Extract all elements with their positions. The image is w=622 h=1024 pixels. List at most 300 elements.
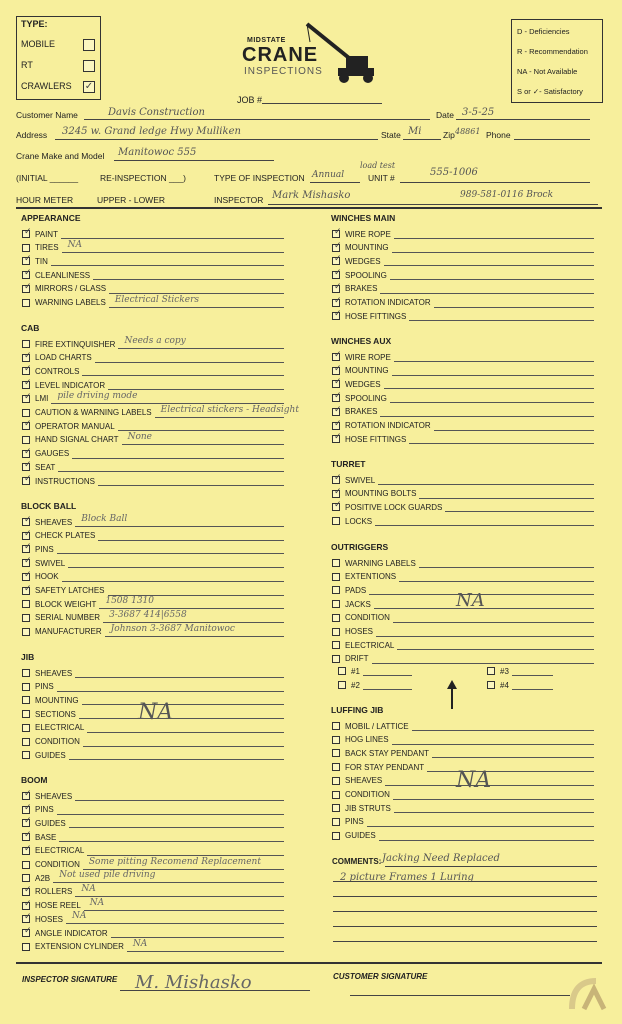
item-note: Johnson 3-3687 Manitowoc [110,623,235,634]
section-title: JIB [21,652,35,662]
checklist-item[interactable] [22,585,284,597]
checklist-item[interactable] [332,501,594,513]
checklist-item[interactable] [22,461,284,473]
customer-label: Customer Name [16,110,78,120]
checkbox[interactable] [22,285,30,293]
checkbox[interactable] [22,244,30,252]
checklist-item[interactable] [22,543,284,555]
item-label: GUIDES [35,818,66,828]
checkbox[interactable] [332,763,340,771]
zip-value[interactable]: 48861 [455,127,481,136]
item-note: NA [89,897,105,908]
item-label: ROTATION INDICATOR [345,421,431,430]
item-label: HOG LINES [345,735,389,745]
checklist-item[interactable] [332,392,594,404]
checklist-item[interactable] [22,228,284,240]
comment-line [333,881,597,882]
checklist-item[interactable] [332,420,594,432]
item-label: A2B [35,873,51,883]
checklist-item[interactable] [22,365,284,377]
legend-item: NA - Not Available [517,67,578,76]
checklist-item[interactable] [22,883,284,898]
checkbox[interactable] [22,436,30,444]
checkbox[interactable] [332,641,340,649]
checkbox[interactable] [22,340,30,348]
checkbox[interactable] [22,614,30,622]
item-label: HOOK [35,572,59,582]
checklist-item[interactable] [22,530,284,542]
item-label: CONDITION [35,860,80,869]
comment-line [385,866,597,867]
item-label: JACKS [345,599,371,609]
item-label: POSITIVE LOCK GUARDS [345,502,443,512]
checkbox[interactable] [332,285,340,293]
item-label: MIRRORS / GLASS [35,284,107,294]
checklist-item[interactable] [22,239,284,254]
checklist-item[interactable] [22,475,284,487]
item-note: Electrical Stickers [114,294,200,305]
checkbox[interactable] [332,600,340,608]
checklist-item[interactable] [22,831,284,843]
checklist-item[interactable] [332,242,594,254]
item-label: BRAKES [345,284,378,294]
item-label: WARNING LABELS [345,558,416,568]
checklist-item[interactable] [22,379,284,391]
checklist-item[interactable] [22,269,284,281]
checkbox[interactable] [22,463,30,471]
checkbox[interactable] [332,422,340,430]
checklist-item[interactable] [332,474,594,486]
checkbox[interactable] [22,271,30,279]
checklist-item[interactable] [332,269,594,281]
checklist-item[interactable] [22,790,284,802]
checklist-item[interactable] [22,283,284,295]
checklist-item[interactable] [332,720,594,732]
watermark-logo-icon [566,975,608,1015]
item-label: SWIVEL [345,475,376,485]
item-label: TIRES [35,243,59,253]
item-label: WIRE ROPE [345,352,391,362]
item-label: MOBIL / LATTICE [345,721,409,731]
legend-item: S or ✓- Satisfactory [517,87,583,96]
item-label: OPERATOR MANUAL [35,421,115,431]
inspector-signature: M. Mishasko [135,972,252,993]
item-label: LOAD CHARTS [35,353,92,363]
checklist-item[interactable] [332,255,594,267]
item-label: PINS [35,544,54,554]
checklist-item[interactable] [22,516,284,528]
checkbox[interactable] [332,517,340,525]
checkbox[interactable] [332,408,340,416]
item-label: PINS [345,817,364,827]
checklist-item[interactable] [22,420,284,432]
inspection-type-label: TYPE OF INSPECTION [214,173,305,183]
checklist-item[interactable] [22,598,284,610]
checklist-item[interactable] [22,913,284,925]
checkbox[interactable] [22,929,30,937]
section-title: BLOCK BALL [21,501,77,511]
checkbox[interactable] [332,257,340,265]
checkbox[interactable] [332,777,340,785]
item-label: MOUNTING [345,243,389,253]
checkbox[interactable] [332,628,340,636]
checklist-item[interactable] [22,927,284,939]
item-label: SEAT [35,462,56,472]
checkbox[interactable] [22,628,30,636]
checkbox[interactable] [332,230,340,238]
item-note: Needs a copy [124,336,186,346]
checklist-item[interactable] [22,872,284,884]
item-label: ELECTRICAL [35,846,85,856]
comment-line [333,896,597,897]
drift-3[interactable]: #3 [487,665,553,677]
checklist-item[interactable] [332,488,594,500]
checklist-item[interactable] [332,612,594,624]
checkbox[interactable] [22,600,30,608]
drift-4[interactable]: #4 [487,679,553,691]
item-note: Some pitting Recomend Replacement [88,856,261,867]
checkbox[interactable] [22,450,30,458]
checkbox[interactable] [22,587,30,595]
checkbox[interactable] [332,804,340,812]
crane-value[interactable]: Manitowoc 555 [118,147,197,158]
item-note: NA [81,883,96,894]
checklist-item[interactable] [22,404,299,419]
header-divider [16,207,602,209]
checklist-item[interactable] [332,639,594,651]
checkbox[interactable] [22,683,30,691]
unit-value[interactable]: 555-1006 [430,167,478,178]
checklist-item[interactable] [332,351,594,363]
item-label: HOSES [35,914,64,924]
unit-label: UNIT # [368,173,395,183]
item-label: CAUTION & WARNING LABELS [35,408,152,417]
item-note: NA [132,938,148,949]
checkbox[interactable] [22,545,30,553]
inspector-value[interactable]: Mark Mishasko [272,190,351,201]
checkbox[interactable] [22,833,30,841]
checkbox[interactable] [22,696,30,704]
state-label: State [381,130,401,140]
checkbox[interactable] [22,724,30,732]
checkbox[interactable] [332,271,340,279]
item-label: CONTROLS [35,366,80,376]
legend-item: D - Deficiencies [517,27,570,36]
item-label: FIRE EXTINQUISHER [35,339,116,349]
item-label: BACK STAY PENDANT [345,748,430,758]
checkbox[interactable] [332,722,340,730]
checkbox[interactable] [332,435,340,443]
item-note: Block Ball [81,514,128,524]
logo-line3: INSPECTIONS [244,66,323,77]
section-title: CAB [21,323,40,333]
initial-label: (INITIAL ______ [16,173,79,183]
comments-label: COMMENTS: [332,857,382,866]
item-label: MOUNTING [345,366,389,376]
item-label: BRAKES [345,407,378,417]
item-label: EXTENTIONS [345,572,397,582]
reinspection-label: RE-INSPECTION ___) [100,173,186,183]
checklist-item[interactable] [332,816,594,828]
hour-meter-label: HOUR METER [16,195,74,205]
checkbox[interactable] [22,367,30,375]
drift-1[interactable]: #1 [338,665,412,677]
checkbox[interactable] [332,353,340,361]
checkbox[interactable] [22,477,30,485]
checklist-item[interactable] [22,571,284,583]
item-note: 1508 1310 [105,596,155,607]
type-checkbox[interactable] [83,39,95,51]
comment-line [333,926,597,927]
jib-na: NA [138,700,174,725]
item-label: ANGLE INDICATOR [35,928,108,938]
type-option-2[interactable]: CRAWLERS ✓ [21,81,94,92]
checkbox[interactable] [332,614,340,622]
item-label: PINS [35,682,54,692]
item-label: ELECTRICAL [35,723,85,733]
checkbox[interactable] [332,818,340,826]
checkbox[interactable] [22,792,30,800]
checkbox[interactable] [332,367,340,375]
checklist-item[interactable] [22,749,284,761]
checklist-item[interactable] [332,297,594,309]
checklist-item[interactable] [22,856,284,871]
item-label: HAND SIGNAL CHART [35,435,119,445]
outriggers-na: NA [456,590,485,611]
crane-icon [302,22,382,84]
checkbox[interactable] [332,832,340,840]
checklist-item[interactable] [22,390,284,405]
checkbox[interactable] [22,861,30,869]
item-label: PINS [35,805,54,815]
state-value[interactable]: Mi [408,126,422,137]
section-title: OUTRIGGERS [331,542,389,552]
checklist-item[interactable] [22,557,284,569]
checklist-item[interactable] [332,802,594,814]
checklist-item[interactable] [22,736,284,748]
item-label: BASE [35,832,57,842]
item-label: BLOCK WEIGHT [35,599,97,609]
item-label: WEDGES [345,379,381,389]
checkbox[interactable] [22,751,30,759]
item-label: HOSE FITTINGS [345,311,407,321]
checkbox[interactable] [22,381,30,389]
checklist-item[interactable] [332,557,594,569]
item-note: 3-3687 414|6558 [109,609,187,620]
item-label: CONDITION [345,790,390,799]
checklist-item[interactable] [332,747,594,759]
item-label: PADS [345,585,367,595]
checkbox[interactable] [332,312,340,320]
customer-value[interactable]: Davis Construction [108,107,205,118]
item-note: NA [72,911,87,922]
checkbox[interactable] [332,244,340,252]
checklist-item[interactable] [22,938,284,953]
checklist-item[interactable] [22,255,284,267]
checkbox[interactable] [22,409,30,417]
inspector-label: INSPECTOR [214,195,264,205]
section-title: WINCHES MAIN [331,213,396,223]
item-label: INSTRUCTIONS [35,476,95,486]
item-label: SHEAVES [35,791,73,801]
checkbox[interactable] [22,710,30,718]
checklist-item[interactable] [332,830,594,842]
checkbox[interactable] [22,819,30,827]
checklist-item[interactable] [22,681,284,693]
checkbox[interactable] [332,394,340,402]
checkbox[interactable] [22,518,30,526]
checklist-item[interactable] [22,817,284,829]
checkbox[interactable] [22,230,30,238]
address-value[interactable]: 3245 w. Grand ledge Hwy Mulliken [62,126,241,137]
item-label: CLEANLINESS [35,270,91,280]
item-label: SERIAL NUMBER [35,613,101,623]
inspection-type-value[interactable]: Annual [312,170,345,180]
checklist-item[interactable] [332,283,594,295]
item-note: pile driving mode [57,390,138,401]
item-label: CONDITION [35,737,80,746]
section-title: LUFFING JIB [331,705,384,715]
checkbox[interactable] [22,943,30,951]
item-label: MOUNTING [35,695,79,705]
item-label: WIRE ROPE [345,229,391,239]
item-label: SHEAVES [35,517,73,527]
checklist-item[interactable] [22,431,284,446]
checkbox[interactable] [22,354,30,362]
item-label: LEVEL INDICATOR [35,380,106,390]
checklist-item[interactable] [22,845,284,857]
checklist-item[interactable] [22,623,284,638]
item-label: TIN [35,256,48,266]
type-checkbox[interactable] [83,60,95,72]
type-option-0[interactable]: MOBILE [21,39,55,49]
checkbox[interactable] [332,749,340,757]
arrow-up-icon [446,680,458,710]
checklist-item[interactable] [332,433,594,445]
checklist-item[interactable] [22,609,284,624]
checklist-item[interactable] [332,365,594,377]
checkbox[interactable] [22,874,30,882]
item-label: EXTENSION CYLINDER [35,942,124,952]
checkbox[interactable] [22,669,30,677]
checklist-item[interactable] [332,228,594,240]
item-label: ELECTRICAL [345,640,395,650]
item-label: WEDGES [345,256,381,266]
checklist-item[interactable] [22,352,284,364]
legend-item: R - Recommendation [517,47,588,56]
checklist-item[interactable] [22,338,284,350]
comments-value-2[interactable]: 2 picture Frames 1 Luring [340,872,474,883]
checkbox[interactable] [332,503,340,511]
checkbox[interactable] [332,791,340,799]
date-label: Date [436,110,454,120]
checkbox[interactable] [22,902,30,910]
checkbox[interactable] [332,573,340,581]
date-value[interactable]: 3-5-25 [462,107,495,118]
checkbox[interactable] [332,476,340,484]
section-title: WINCHES AUX [331,336,392,346]
item-label: CONDITION [345,613,390,623]
address-label: Address [16,130,48,140]
checklist-item[interactable] [332,515,594,527]
customer-signature-label: CUSTOMER SIGNATURE [333,972,428,981]
checkbox[interactable] [22,806,30,814]
checkbox[interactable] [22,915,30,923]
item-label: SAFETY LATCHES [35,586,105,595]
item-label: ROTATION INDICATOR [345,298,431,307]
upper-lower-label: UPPER - LOWER [97,195,166,205]
checkbox[interactable] [332,655,340,663]
section-title: TURRET [331,459,366,469]
checkbox[interactable] [22,299,30,307]
checklist-item[interactable] [22,667,284,679]
item-note: Not used pile driving [59,870,156,881]
comment-line [333,941,597,942]
logo-line1: MIDSTATE [247,37,286,44]
checkbox[interactable] [22,257,30,265]
luffing-na: NA [456,768,492,793]
checkbox[interactable] [332,380,340,388]
item-label: SHEAVES [345,776,383,786]
checkbox[interactable] [22,395,30,403]
crane-label: Crane Make and Model [16,151,105,161]
checklist-item[interactable] [332,406,594,418]
checklist-item[interactable] [332,626,594,638]
checkbox[interactable] [332,736,340,744]
checklist-item[interactable] [332,310,594,322]
phone-label: Phone [486,130,511,140]
checklist-item[interactable] [22,448,284,460]
checklist-item[interactable] [332,653,594,665]
checklist-item[interactable] [22,294,284,309]
item-note: None [127,431,152,442]
comments-value[interactable]: Jacking Need Replaced [382,853,500,864]
type-option-1[interactable]: RT [21,60,33,70]
checkbox[interactable] [332,586,340,594]
section-title: APPEARANCE [21,213,81,223]
comment-line [333,911,597,912]
checklist-item[interactable] [332,734,594,746]
checklist-item[interactable] [332,571,594,583]
checkbox[interactable] [332,490,340,498]
company-logo [242,22,382,84]
checkbox[interactable] [22,422,30,430]
job-label: JOB # [237,95,263,105]
item-label: HOSE FITTINGS [345,434,407,444]
checklist-item[interactable] [22,897,284,912]
checkbox[interactable] [22,888,30,896]
item-label: JIB STRUTS [345,803,391,813]
checkbox[interactable] [22,573,30,581]
checkbox[interactable] [332,299,340,307]
checkbox[interactable] [22,532,30,540]
item-label: SECTIONS [35,709,76,719]
checklist-item[interactable] [332,378,594,390]
zip-label: Zip [443,130,455,140]
item-label: FOR STAY PENDANT [345,762,425,772]
item-label: ROLLERS [35,887,73,897]
checklist-item[interactable] [22,804,284,816]
inspector-signature-label: INSPECTOR SIGNATURE [22,975,118,984]
type-checkbox[interactable]: ✓ [84,81,94,92]
drift-2[interactable]: #2 [338,679,412,691]
item-label: CHECK PLATES [35,531,96,541]
checkbox[interactable] [22,559,30,567]
legend-box [511,19,603,103]
checkbox[interactable] [22,847,30,855]
checkbox[interactable] [22,738,30,746]
checkbox[interactable] [332,559,340,567]
